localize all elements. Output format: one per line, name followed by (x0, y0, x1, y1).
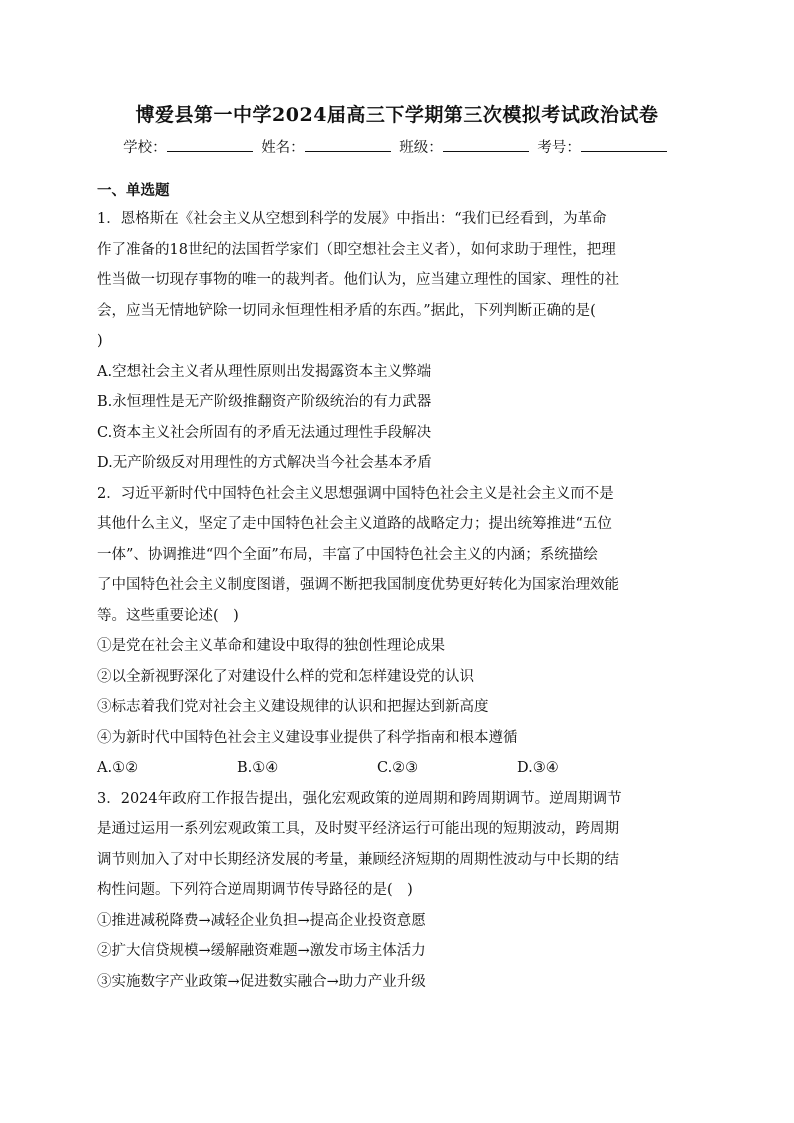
question-text-line: 等。这些重要论述( ) (97, 607, 239, 624)
question-text-line: 构性问题。下列符合逆周期调节传导路径的是( ) (97, 882, 413, 898)
option-c: C.②③ (377, 760, 419, 776)
question-text-line: 其他什么主义，坚定了走中国特色社会主义道路的战略定力；提出统筹推进“五位 (97, 516, 612, 532)
statement-item: ①是党在社会主义革命和建设中取得的独创性理论成果 (97, 638, 445, 654)
exam-content (97, 178, 697, 997)
question-text-line: 调节则加入了对中长期经济发展的考量，兼顾经济短期的周期性波动与中长期的结 (97, 851, 619, 868)
question-text-line: 2．习近平新时代中国特色社会主义思想强调中国特色社会主义是社会主义而不是 (97, 485, 614, 502)
exam-title: 博爱县第一中学2024届高三下学期第三次模拟考试政治试卷 (135, 104, 659, 126)
option-d: D.③④ (517, 760, 559, 776)
question-text-line: 会，应当无情地铲除一切同永恒理性相矛盾的东西。”据此，下列判断正确的是( (97, 302, 596, 319)
statement-item: ②以全新视野深化了对建设什么样的党和怎样建设党的认识 (97, 668, 474, 685)
class-blank[interactable] (443, 139, 529, 152)
question-text-line: 是通过运用一系列宏观政策工具，及时熨平经济运行可能出现的短期波动，跨周期 (97, 821, 619, 837)
statement-item: ④为新时代中国特色社会主义建设事业提供了科学指南和根本遵循 (97, 729, 518, 746)
option-b: B.①④ (237, 760, 279, 776)
student-info-line (0, 136, 794, 157)
option-a: A.①② (97, 760, 139, 776)
statement-item: ①推进减税降费→减轻企业负担→提高企业投资意愿 (97, 912, 426, 929)
question-3 (97, 784, 697, 998)
question-text-line: 作了准备的18世纪的法国哲学家们（即空想社会主义者），如何求助于理性，把理 (97, 241, 616, 258)
option-b: B.永恒理性是无产阶级推翻资产阶级统治的有力武器 (97, 394, 432, 410)
option-c: C.资本主义社会所固有的矛盾无法通过理性手段解决 (97, 424, 432, 441)
statement-item: ③标志着我们党对社会主义建设规律的认识和把握达到新高度 (97, 699, 489, 715)
question-text-line: ) (97, 333, 103, 349)
question-text-line: 3．2024年政府工作报告提出，强化宏观政策的逆周期和跨周期调节。逆周期调节 (97, 790, 622, 807)
number-blank[interactable] (581, 139, 667, 152)
option-d: D.无产阶级反对用理性的方式解决当今社会基本矛盾 (97, 455, 432, 471)
name-blank[interactable] (305, 139, 391, 152)
statement-item: ②扩大信贷规模→缓解融资难题→激发市场主体活力 (97, 943, 426, 959)
question-text-line: 1．恩格斯在《社会主义从空想到科学的发展》中指出：“我们已经看到，为革命 (97, 211, 607, 227)
question-2 (97, 479, 697, 784)
class-label: 班级： (399, 140, 443, 156)
question-text-line: 一体”、协调推进“四个全面”布局，丰富了中国特色社会主义的内涵；系统描绘 (97, 546, 598, 563)
section-heading: 一、单选题 (97, 182, 170, 199)
school-label: 学校： (123, 140, 167, 156)
question-text-line: 性当做一切现存事物的唯一的裁判者。他们认为，应当建立理性的国家、理性的社 (97, 272, 619, 288)
question-text-line: 了中国特色社会主义制度图谱，强调不断把我国制度优势更好转化为国家治理效能 (97, 577, 619, 593)
question-1 (97, 204, 697, 479)
school-blank[interactable] (167, 139, 253, 152)
option-a: A.空想社会主义者从理性原则出发揭露资本主义弊端 (97, 363, 432, 380)
name-label: 姓名： (261, 140, 305, 156)
statement-item: ③实施数字产业政策→促进数实融合→助力产业升级 (97, 973, 426, 990)
number-label: 考号： (537, 140, 581, 156)
option-row (97, 753, 697, 784)
